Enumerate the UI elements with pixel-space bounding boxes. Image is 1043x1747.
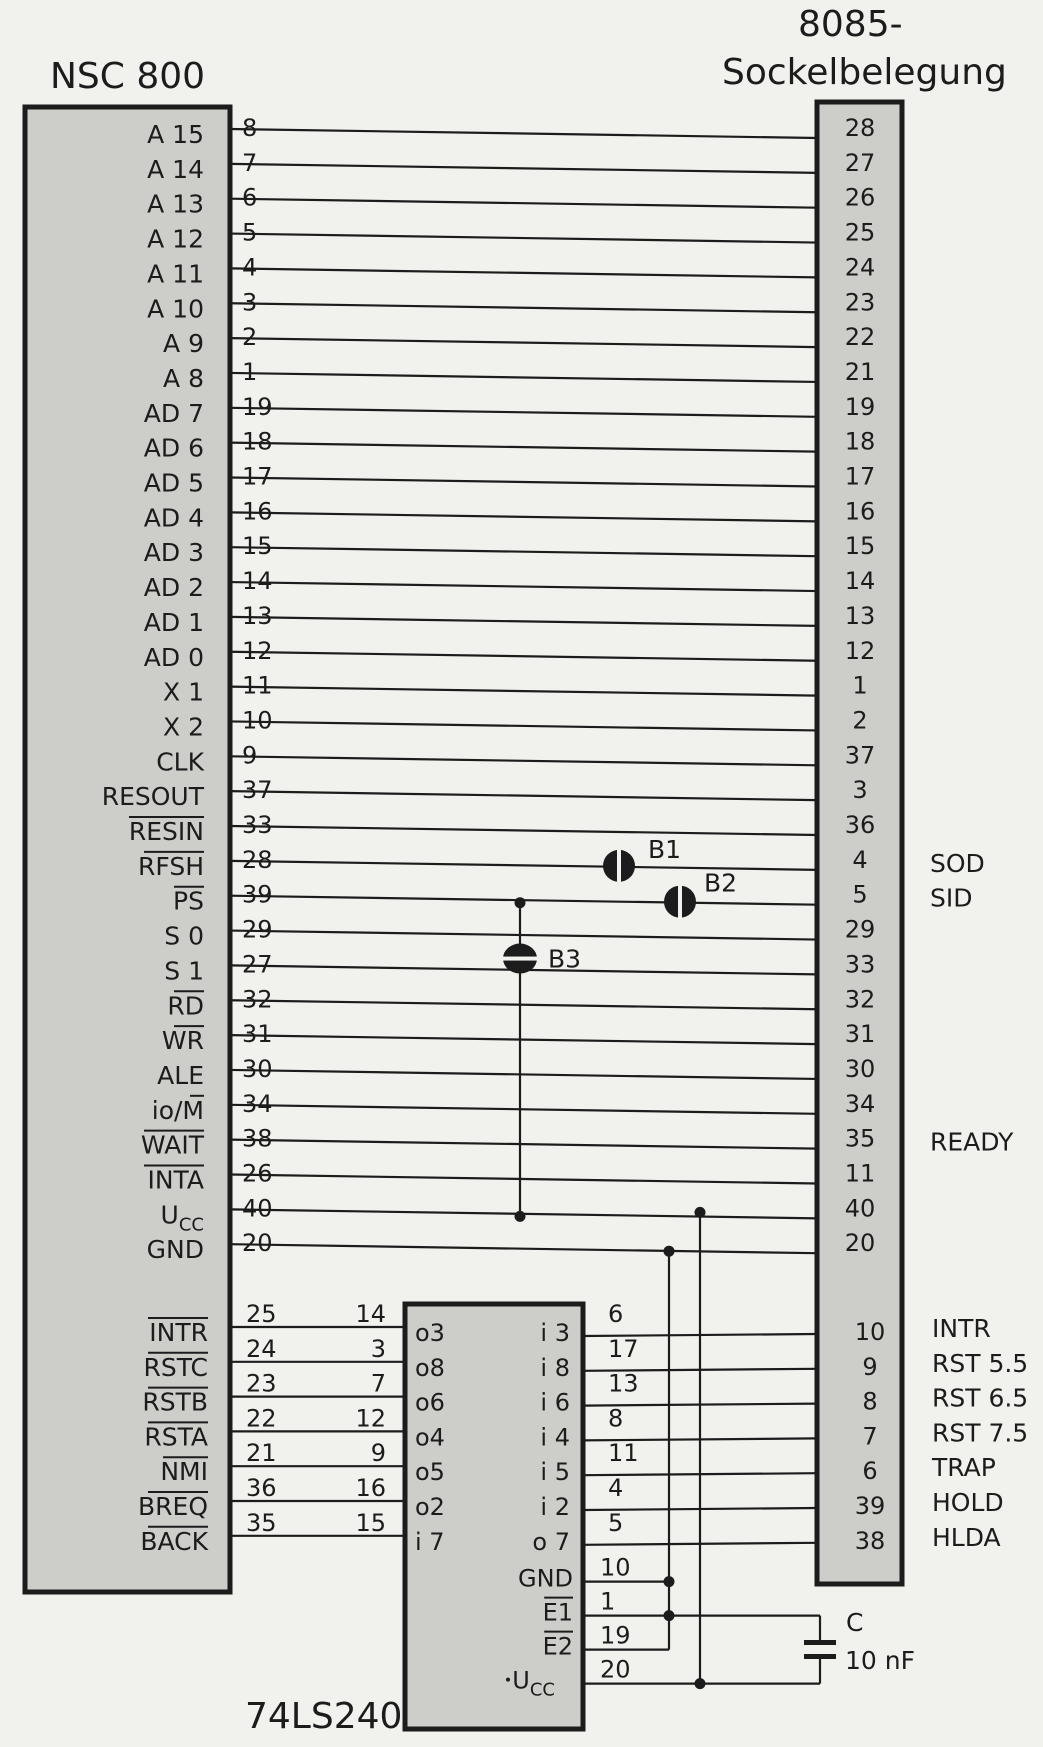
buffer-pin-number: 19 bbox=[600, 1621, 631, 1650]
socket-title-line2: Sockelbelegung bbox=[722, 52, 1007, 93]
nsc-pin-number: 5 bbox=[242, 218, 258, 247]
nsc-pin-number: 23 bbox=[246, 1369, 277, 1398]
socket-pin-number: 21 bbox=[844, 357, 876, 386]
socket-pin-number: 22 bbox=[844, 323, 876, 352]
buffer-port-label: o3 bbox=[415, 1319, 445, 1347]
nsc-pin-number: 34 bbox=[242, 1089, 273, 1118]
nsc-signal-label: RESOUT bbox=[101, 782, 204, 812]
buffer-port-label: o5 bbox=[415, 1458, 445, 1487]
nsc-signal-label: $U_{CC}$ bbox=[160, 1200, 204, 1236]
buffer-pin-number: 4 bbox=[608, 1474, 624, 1502]
buffer-pin-number: 11 bbox=[608, 1439, 639, 1468]
socket-pin-number: 9 bbox=[862, 1352, 878, 1381]
nsc-signal-label: A 11 bbox=[147, 259, 204, 289]
gnd-junction-buffer bbox=[664, 1576, 675, 1587]
bridge-gap bbox=[617, 847, 621, 885]
capacitor-name: C bbox=[846, 1608, 864, 1637]
socket-pin-number: 30 bbox=[844, 1054, 876, 1083]
socket-function-label: RST 5.5 bbox=[932, 1348, 1029, 1378]
buffer-pin-number: 16 bbox=[355, 1474, 386, 1502]
nsc-signal-label: AD 2 bbox=[143, 573, 204, 603]
nsc-signal-label: ALE bbox=[157, 1060, 204, 1090]
socket-pin-number: 31 bbox=[844, 1020, 876, 1049]
nsc-pin-number: 24 bbox=[246, 1334, 277, 1363]
nsc-pin-number: 9 bbox=[242, 741, 258, 770]
nsc-signal-label: RD bbox=[167, 991, 204, 1021]
bridge-label: B2 bbox=[704, 868, 738, 898]
socket-function-label: TRAP bbox=[932, 1453, 996, 1483]
nsc-pin-number: 39 bbox=[242, 880, 273, 909]
socket-function-label: SOD bbox=[930, 848, 985, 878]
nsc-pin-number: 6 bbox=[242, 183, 258, 212]
socket-pin-number: 27 bbox=[844, 148, 876, 177]
socket-pin-number: 37 bbox=[844, 741, 876, 770]
socket-pin-number: 3 bbox=[852, 776, 868, 805]
nsc-pin-number: 35 bbox=[246, 1508, 277, 1537]
buffer-port-label: o 7 bbox=[532, 1527, 570, 1556]
nsc-pin-number: 15 bbox=[242, 532, 273, 561]
nsc-signal-label: RSTA bbox=[144, 1422, 208, 1452]
buffer-port-label: o6 bbox=[415, 1388, 445, 1417]
nsc-pin-number: 25 bbox=[246, 1300, 277, 1328]
socket-pin-number: 16 bbox=[844, 497, 876, 526]
buffer-port-label: i 3 bbox=[540, 1319, 570, 1347]
buffer-port-label: o2 bbox=[415, 1493, 445, 1521]
bridge-gap bbox=[678, 883, 682, 921]
capacitor-plate-top bbox=[804, 1640, 836, 1645]
buffer-port-label: i 8 bbox=[540, 1353, 570, 1382]
nsc-signal-label: io/M bbox=[151, 1095, 204, 1125]
nsc-signal-label: AD 3 bbox=[143, 538, 204, 568]
nsc-signal-label: BACK bbox=[140, 1526, 208, 1556]
socket-pin-number: 36 bbox=[844, 811, 876, 839]
nsc-pin-number: 3 bbox=[242, 288, 258, 317]
socket-pin-number: 18 bbox=[844, 427, 876, 456]
ucc-junction-top bbox=[695, 1207, 706, 1218]
socket-pin-number: 38 bbox=[854, 1526, 886, 1555]
buffer-port-label: i 4 bbox=[540, 1423, 570, 1452]
socket-pin-number: 39 bbox=[854, 1492, 886, 1520]
pin1-marker bbox=[506, 1678, 510, 1682]
nsc-signal-label: A 12 bbox=[147, 224, 204, 254]
buffer-port-label: E2 bbox=[542, 1632, 573, 1661]
socket-pin-number: 6 bbox=[862, 1457, 878, 1486]
nsc-signal-label: WR bbox=[161, 1026, 204, 1056]
capacitor-value: 10 nF bbox=[845, 1646, 915, 1675]
nsc-pin-number: 10 bbox=[242, 706, 273, 735]
buffer-pin-number: 5 bbox=[608, 1508, 624, 1537]
nsc-signal-label: AD 4 bbox=[143, 503, 204, 533]
bridge-gap bbox=[501, 957, 539, 961]
nsc-signal-label: RSTC bbox=[143, 1352, 208, 1382]
buffer-pin-number: 14 bbox=[355, 1300, 386, 1328]
socket-function-label: SID bbox=[930, 883, 973, 913]
nsc-signal-label: AD 5 bbox=[143, 468, 204, 498]
nsc-signal-label: RFSH bbox=[138, 851, 204, 881]
socket-pin-number: 8 bbox=[862, 1387, 878, 1416]
socket-pin-number: 24 bbox=[844, 253, 876, 282]
nsc-pin-number: 26 bbox=[242, 1159, 273, 1188]
socket-pin-number: 34 bbox=[844, 1089, 876, 1118]
socket-pin-number: 25 bbox=[844, 218, 876, 247]
nsc800-title: NSC 800 bbox=[50, 56, 206, 97]
socket-pin-number: 2 bbox=[852, 706, 868, 735]
buffer-port-label: GND bbox=[517, 1564, 573, 1593]
socket-pin-number: 35 bbox=[844, 1124, 876, 1153]
nsc-pin-number: 4 bbox=[242, 253, 258, 282]
socket-pin-number: 26 bbox=[844, 183, 876, 212]
nsc-pin-number: 32 bbox=[242, 985, 273, 1014]
nsc-pin-number: 36 bbox=[246, 1474, 277, 1502]
nsc-signal-label: CLK bbox=[156, 747, 204, 777]
socket-function-label: INTR bbox=[932, 1314, 991, 1343]
socket-pin-number: 20 bbox=[844, 1229, 876, 1258]
buffer-pin-number: 1 bbox=[600, 1587, 616, 1616]
nsc-signal-label: INTA bbox=[147, 1165, 204, 1195]
nsc-pin-number: 21 bbox=[246, 1439, 277, 1468]
buffer-port-label: E1 bbox=[542, 1598, 573, 1627]
nsc-pin-number: 19 bbox=[242, 392, 273, 421]
buffer-chip-title: 74LS240 bbox=[245, 1696, 403, 1737]
nsc-signal-label: AD 6 bbox=[143, 433, 204, 463]
nsc-signal-label: A 8 bbox=[163, 363, 204, 393]
gnd-junction-top bbox=[664, 1246, 675, 1257]
socket-pin-number: 1 bbox=[852, 671, 868, 700]
buffer-pin-number: 9 bbox=[370, 1439, 386, 1468]
socket-pin-number: 14 bbox=[844, 567, 876, 596]
nsc-signal-label: INTR bbox=[149, 1318, 208, 1347]
nsc-pin-number: 1 bbox=[242, 357, 258, 386]
socket-function-label: READY bbox=[930, 1127, 1014, 1157]
socket-pin-number: 40 bbox=[844, 1194, 876, 1223]
nsc-pin-number: 16 bbox=[242, 497, 273, 526]
nsc-signal-label: WAIT bbox=[140, 1130, 204, 1160]
nsc-signal-label: RESIN bbox=[128, 817, 204, 846]
socket-pin-number: 5 bbox=[852, 880, 868, 909]
socket-pin-number: 4 bbox=[852, 845, 868, 874]
buffer-port-label: i 5 bbox=[540, 1458, 570, 1487]
nsc-signal-label: RSTB bbox=[142, 1387, 208, 1417]
nsc-pin-number: 38 bbox=[242, 1124, 273, 1153]
nsc-signal-label: A 15 bbox=[147, 120, 204, 149]
buffer-pin-number: 7 bbox=[370, 1369, 386, 1398]
buffer-port-label: o4 bbox=[415, 1423, 445, 1452]
buffer-port-label: $U_{CC}$ bbox=[512, 1666, 555, 1701]
nsc-signal-label: X 2 bbox=[163, 712, 204, 742]
nsc-pin-number: 20 bbox=[242, 1229, 273, 1258]
socket-function-label: HLDA bbox=[932, 1522, 1001, 1552]
socket-pin-number: 32 bbox=[844, 985, 876, 1014]
nsc-signal-label: A 9 bbox=[163, 329, 204, 359]
nsc-pin-number: 33 bbox=[242, 811, 273, 839]
nsc-pin-number: 31 bbox=[242, 1020, 273, 1049]
nsc-signal-label: NMI bbox=[160, 1457, 208, 1487]
nsc-pin-number: 7 bbox=[242, 148, 258, 177]
buffer-port-label: o8 bbox=[415, 1353, 445, 1382]
nsc-pin-number: 27 bbox=[242, 950, 273, 979]
nsc-signal-label: A 13 bbox=[147, 189, 204, 219]
nsc-pin-number: 8 bbox=[242, 114, 258, 142]
socket-pin-number: 19 bbox=[844, 392, 876, 421]
buffer-port-label: i 7 bbox=[415, 1527, 445, 1556]
buffer-pin-number: 20 bbox=[600, 1655, 631, 1684]
socket-function-label: RST 6.5 bbox=[932, 1383, 1029, 1413]
ucc-junction-bottom bbox=[695, 1678, 706, 1689]
nsc-signal-label: BREQ bbox=[138, 1492, 208, 1521]
nsc-pin-number: 40 bbox=[242, 1194, 273, 1223]
b3-junction-bottom bbox=[515, 1211, 526, 1222]
buffer-port-label: i 2 bbox=[540, 1493, 570, 1521]
capacitor-plate-bottom bbox=[804, 1654, 836, 1659]
nsc-pin-number: 30 bbox=[242, 1054, 273, 1083]
buffer-pin-number: 13 bbox=[608, 1369, 639, 1398]
nsc-pin-number: 18 bbox=[242, 427, 273, 456]
nsc-pin-number: 13 bbox=[242, 601, 273, 630]
buffer-pin-number: 15 bbox=[355, 1508, 386, 1537]
nsc-signal-label: A 14 bbox=[147, 154, 204, 184]
socket-pin-number: 29 bbox=[844, 915, 876, 944]
socket-pin-number: 7 bbox=[862, 1422, 878, 1451]
nsc-pin-number: 28 bbox=[242, 845, 273, 874]
bridge-label: B3 bbox=[548, 944, 582, 974]
nsc-signal-label: S 1 bbox=[164, 956, 204, 986]
socket-pin-number: 33 bbox=[844, 950, 876, 979]
nsc-pin-number: 29 bbox=[242, 915, 273, 944]
buffer-pin-number: 10 bbox=[600, 1553, 631, 1582]
socket-pin-number: 13 bbox=[844, 601, 876, 630]
buffer-pin-number: 8 bbox=[608, 1404, 624, 1433]
nsc-signal-label: X 1 bbox=[163, 677, 204, 707]
nsc-signal-label: S 0 bbox=[164, 921, 204, 951]
nsc-pin-number: 17 bbox=[242, 462, 273, 491]
gnd-junction-e1 bbox=[664, 1610, 675, 1621]
nsc-signal-label: A 10 bbox=[147, 294, 204, 324]
socket-function-label: RST 7.5 bbox=[932, 1418, 1029, 1448]
nsc-pin-number: 12 bbox=[242, 636, 273, 665]
socket-pin-number: 11 bbox=[844, 1159, 876, 1188]
bridge-label: B1 bbox=[648, 834, 682, 864]
nsc-signal-label: PS bbox=[173, 886, 204, 916]
nsc-signal-label: AD 0 bbox=[143, 642, 204, 672]
socket-pin-number: 28 bbox=[844, 114, 876, 142]
nsc-signal-label: AD 7 bbox=[143, 398, 204, 428]
buffer-pin-number: 6 bbox=[608, 1300, 624, 1328]
nsc-pin-number: 14 bbox=[242, 567, 273, 596]
buffer-pin-number: 3 bbox=[370, 1334, 386, 1363]
socket-pin-number: 17 bbox=[844, 462, 876, 491]
b3-junction-top bbox=[515, 897, 526, 908]
socket-pin-number: 10 bbox=[854, 1318, 886, 1346]
nsc-pin-number: 22 bbox=[246, 1404, 277, 1433]
nsc-pin-number: 11 bbox=[242, 671, 273, 700]
socket-function-label: HOLD bbox=[932, 1488, 1004, 1517]
nsc-signal-label: GND bbox=[146, 1235, 204, 1265]
buffer-pin-number: 17 bbox=[608, 1334, 639, 1363]
buffer-port-label: i 6 bbox=[540, 1388, 570, 1417]
buffer-pin-number: 12 bbox=[355, 1404, 386, 1433]
nsc-pin-number: 2 bbox=[242, 323, 258, 352]
socket-pin-number: 15 bbox=[844, 532, 876, 561]
socket-pin-number: 23 bbox=[844, 288, 876, 317]
nsc-pin-number: 37 bbox=[242, 776, 273, 805]
nsc-signal-label: AD 1 bbox=[143, 607, 204, 637]
socket-pin-number: 12 bbox=[844, 636, 876, 665]
socket-title-line1: 8085- bbox=[798, 4, 903, 45]
